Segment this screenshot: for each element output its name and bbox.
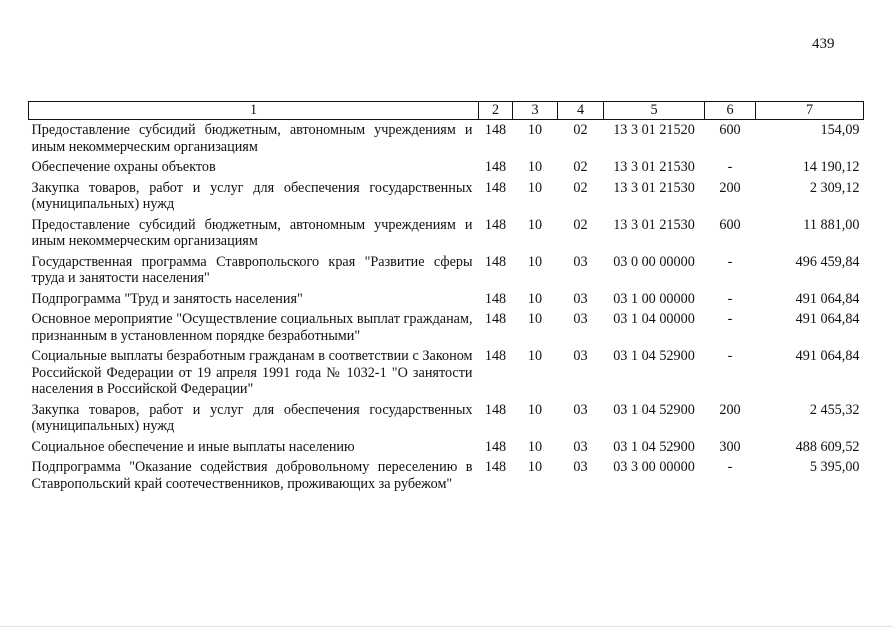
row-amount: 14 190,12 — [802, 159, 860, 175]
row-code-2: 148 — [484, 348, 507, 364]
table-row — [29, 215, 864, 252]
row-code-4: 03 — [573, 401, 588, 418]
row-description: Подпрограмма "Оказание содействия добровольному переселению в Ставропольский край соотечественников, проживающих за рубежом" — [31, 459, 473, 492]
row-code-5: 03 1 00 00000 — [613, 290, 695, 307]
table-row — [29, 178, 864, 215]
row-code-2: 148 — [484, 253, 507, 270]
row-amount: 491 064,84 — [795, 311, 860, 327]
row-description: Предоставление субсидий бюджетным, автономным учреждениям и иным некоммерческим организациям — [31, 122, 473, 155]
row-code-3: 10 — [527, 216, 543, 233]
row-code-5: 13 3 01 21530 — [613, 216, 695, 233]
row-description: Основное мероприятие "Осуществление социальных выплат гражданам, признанным в установленном порядке безработными" — [31, 311, 473, 344]
header-row — [29, 102, 864, 120]
table-row — [29, 289, 864, 310]
row-code-2: 148 — [484, 438, 507, 455]
row-code-4: 02 — [573, 159, 588, 175]
row-code-5: 03 0 00 00000 — [613, 253, 695, 270]
header-col-7: 7 — [756, 102, 864, 120]
row-code-3: 10 — [527, 401, 543, 418]
row-code-6: - — [727, 348, 733, 364]
row-code-2: 148 — [484, 179, 507, 196]
header-col-5: 5 — [604, 102, 705, 120]
row-code-6: 600 — [719, 216, 741, 233]
row-code-2: 148 — [484, 459, 507, 475]
header-col-4: 4 — [558, 102, 604, 120]
row-description: Предоставление субсидий бюджетным, автономным учреждениям и иным некоммерческим организациям — [31, 216, 473, 249]
row-code-3: 10 — [527, 348, 543, 364]
row-code-2: 148 — [484, 290, 507, 307]
header-col-3: 3 — [513, 102, 558, 120]
row-code-4: 02 — [573, 122, 588, 138]
row-code-6: - — [727, 311, 733, 327]
page-number: 439 — [812, 36, 835, 52]
row-description: Подпрограмма "Труд и занятость населения" — [31, 290, 303, 307]
row-code-5: 03 1 04 00000 — [613, 311, 695, 327]
row-amount: 496 459,84 — [795, 253, 860, 270]
row-code-4: 02 — [573, 179, 588, 196]
row-code-5: 03 1 04 52900 — [613, 348, 695, 364]
row-code-5: 03 1 04 52900 — [613, 438, 695, 455]
table-row — [29, 157, 864, 178]
scan-edge-line — [0, 626, 893, 627]
row-code-2: 148 — [484, 216, 507, 233]
row-amount: 2 309,12 — [809, 179, 860, 196]
row-code-6: 200 — [719, 179, 741, 196]
row-code-4: 03 — [573, 348, 588, 364]
header-col-6: 6 — [705, 102, 756, 120]
row-code-6: - — [727, 159, 733, 175]
row-code-4: 02 — [573, 216, 588, 233]
row-code-3: 10 — [527, 159, 543, 175]
table-row — [29, 346, 864, 400]
row-description: Закупка товаров, работ и услуг для обеспечения государственных (муниципальных) нужд — [31, 401, 473, 434]
row-code-6: - — [727, 459, 733, 475]
row-code-6: 200 — [719, 401, 741, 418]
row-code-4: 03 — [573, 311, 588, 327]
row-amount: 154,09 — [820, 122, 860, 138]
row-description: Государственная программа Ставропольского края "Развитие сферы труда и занятости населения" — [31, 253, 473, 286]
row-code-2: 148 — [484, 159, 507, 175]
table-row — [29, 252, 864, 289]
row-description: Социальное обеспечение и иные выплаты населению — [31, 438, 355, 455]
table-row — [29, 437, 864, 458]
row-code-3: 10 — [527, 122, 543, 138]
header-col-1: 1 — [29, 102, 479, 120]
row-description: Социальные выплаты безработным гражданам в соответствии с Законом Российской Федерации от 19 апреля 1991 года № 1032-1 "О занятости населения в Российской Федерации" — [31, 348, 473, 397]
row-code-6: 300 — [719, 438, 741, 455]
table-row — [29, 120, 864, 158]
row-amount: 488 609,52 — [795, 438, 860, 455]
row-code-4: 03 — [573, 290, 588, 307]
row-code-3: 10 — [527, 311, 543, 327]
row-code-4: 03 — [573, 438, 588, 455]
row-code-6: - — [727, 253, 733, 270]
row-code-5: 03 1 04 52900 — [613, 401, 695, 418]
row-description: Обеспечение охраны объектов — [31, 159, 216, 175]
row-code-4: 03 — [573, 459, 588, 475]
row-amount: 2 455,32 — [809, 401, 860, 418]
row-code-5: 13 3 01 21530 — [613, 179, 695, 196]
row-amount: 11 881,00 — [803, 216, 860, 233]
row-amount: 491 064,84 — [795, 290, 860, 307]
row-code-6: - — [727, 290, 733, 307]
row-code-5: 13 3 01 21520 — [613, 122, 695, 138]
budget-table — [28, 101, 864, 494]
row-amount: 491 064,84 — [795, 348, 860, 364]
row-code-2: 148 — [484, 122, 507, 138]
row-amount: 5 395,00 — [809, 459, 860, 475]
table-row — [29, 457, 864, 494]
row-code-3: 10 — [527, 179, 543, 196]
row-description: Закупка товаров, работ и услуг для обеспечения государственных (муниципальных) нужд — [31, 179, 473, 212]
row-code-2: 148 — [484, 311, 507, 327]
row-code-2: 148 — [484, 401, 507, 418]
row-code-3: 10 — [527, 438, 543, 455]
header-col-2: 2 — [479, 102, 513, 120]
row-code-6: 600 — [719, 122, 741, 138]
table-row — [29, 309, 864, 346]
row-code-3: 10 — [527, 253, 543, 270]
row-code-5: 13 3 01 21530 — [613, 159, 695, 175]
table-row — [29, 400, 864, 437]
row-code-4: 03 — [573, 253, 588, 270]
row-code-3: 10 — [527, 459, 543, 475]
row-code-3: 10 — [527, 290, 543, 307]
row-code-5: 03 3 00 00000 — [613, 459, 695, 475]
